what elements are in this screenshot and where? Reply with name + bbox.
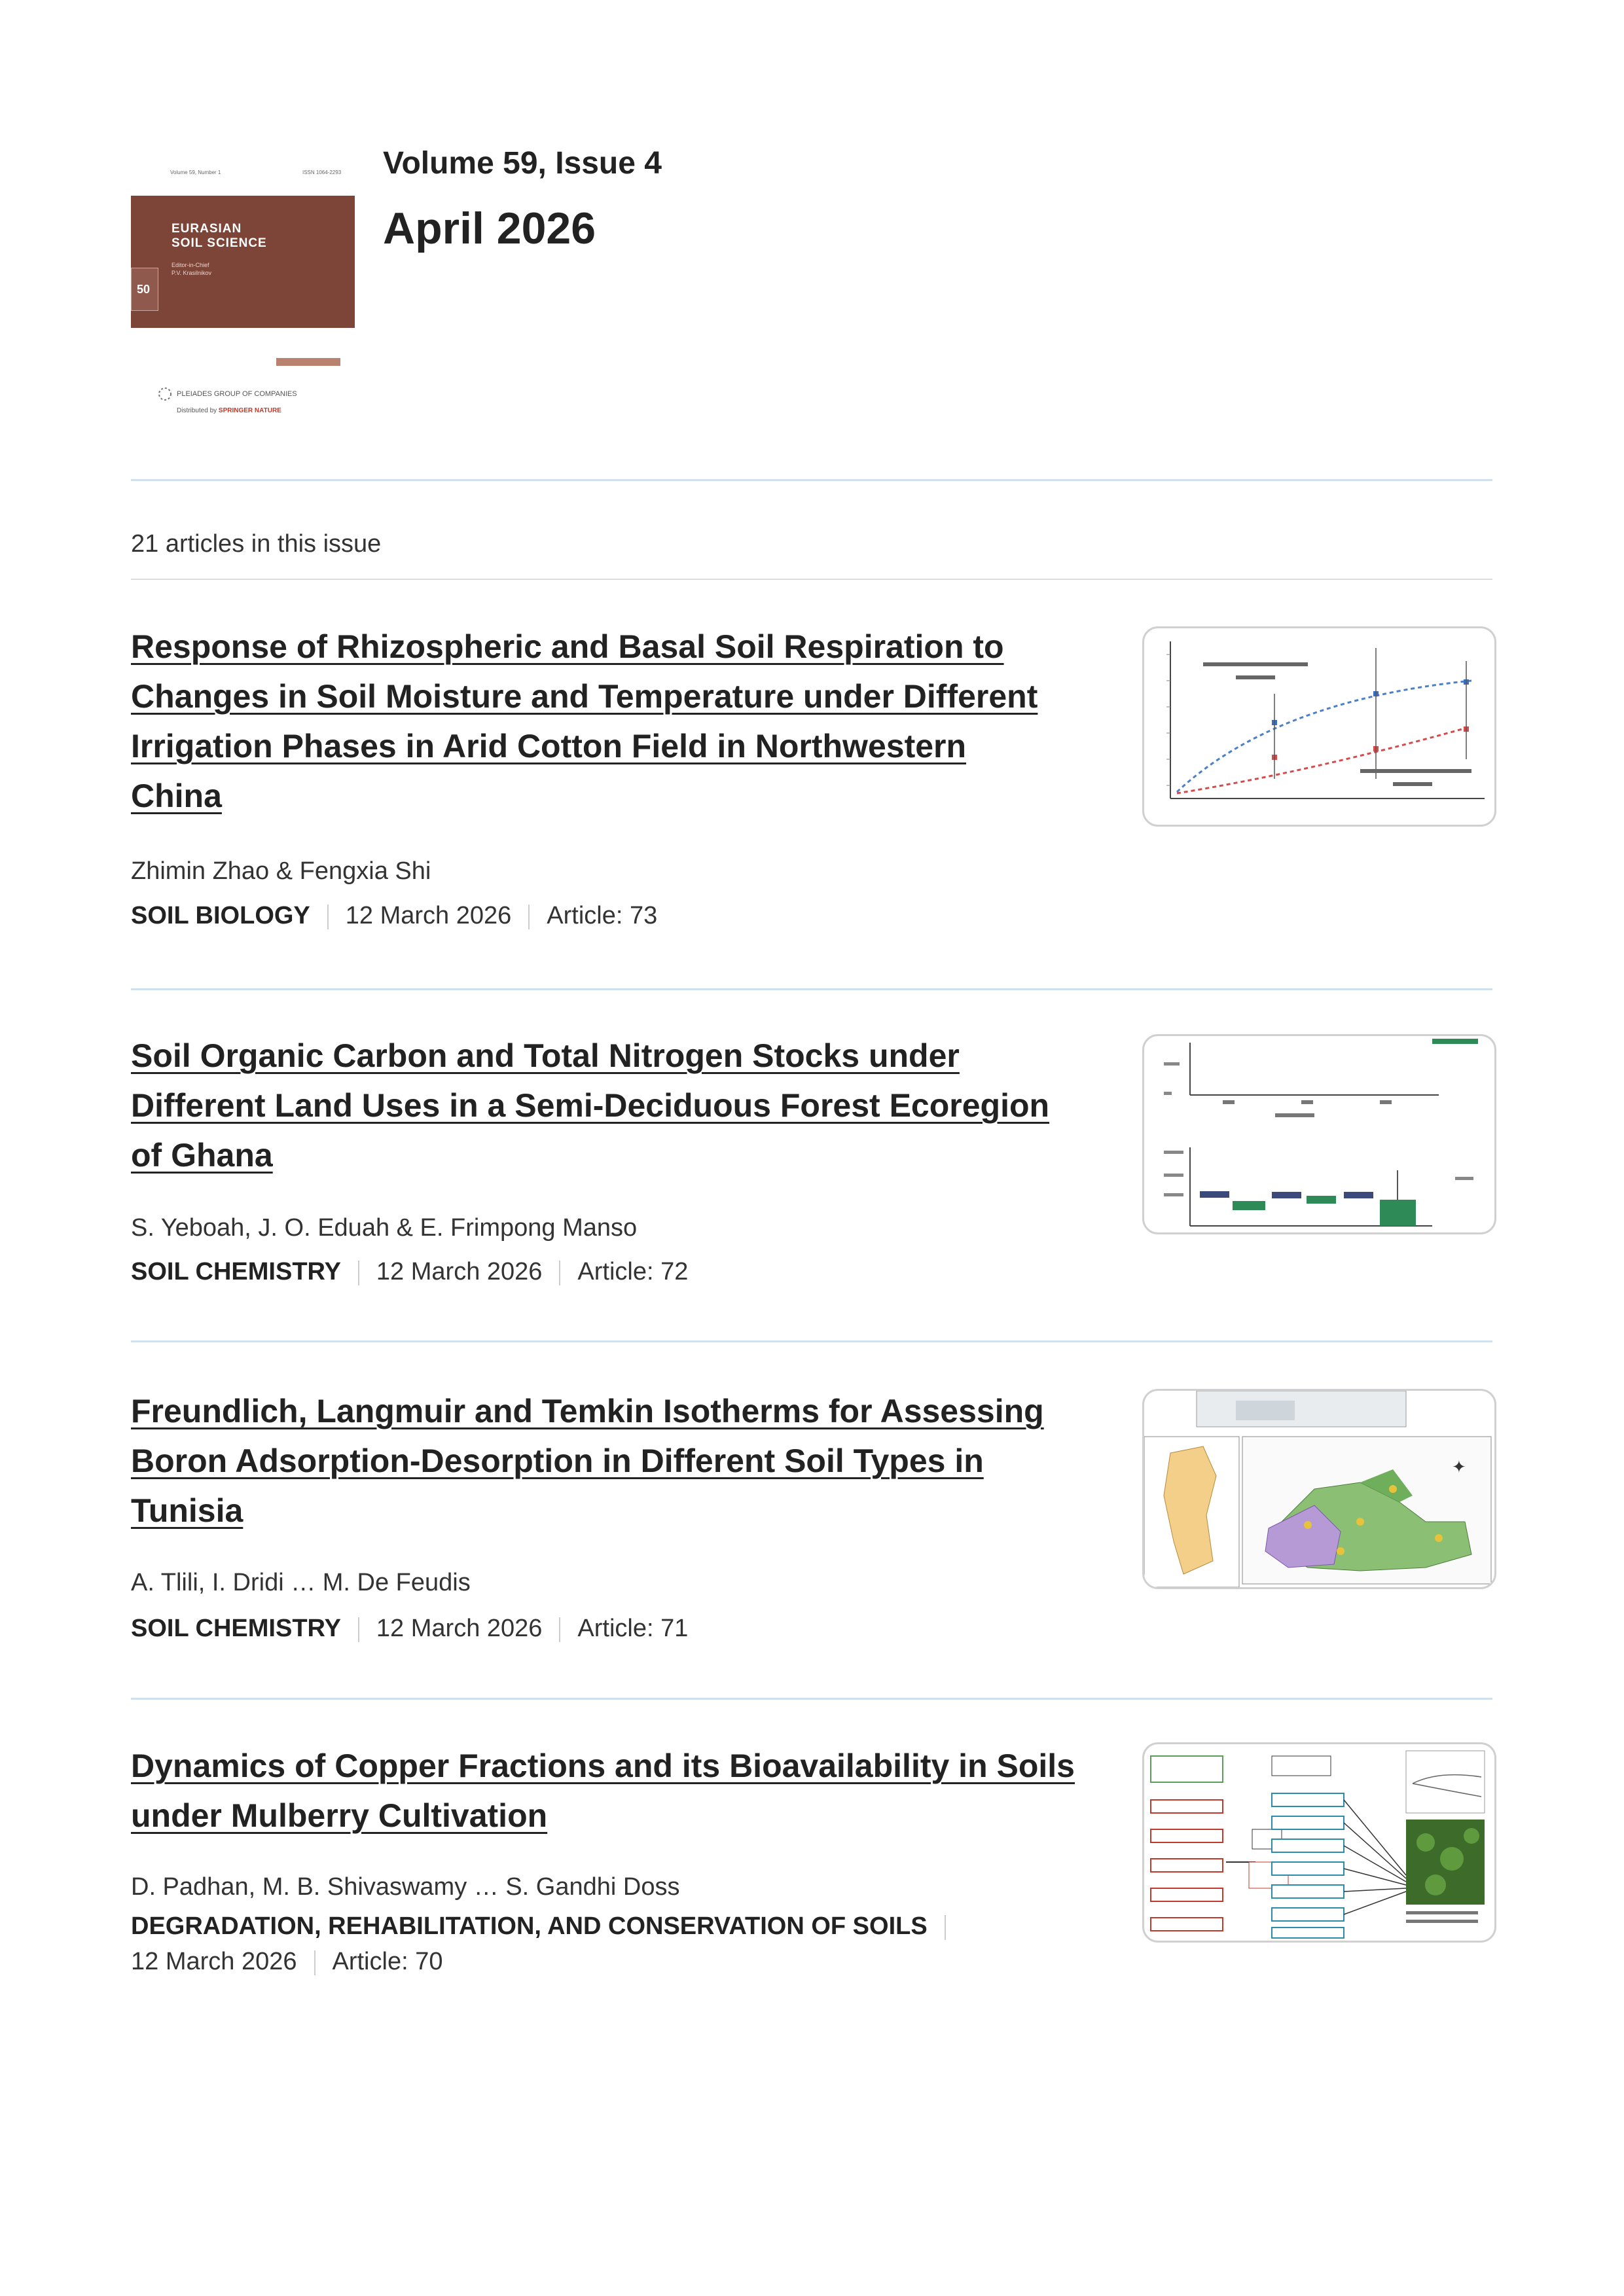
article-divider bbox=[131, 988, 1492, 990]
cover-side-badge bbox=[131, 268, 158, 311]
article-date: 12 March 2026 bbox=[131, 1948, 297, 1975]
title-line[interactable]: of Ghana bbox=[131, 1137, 273, 1174]
title-line[interactable]: China bbox=[131, 778, 222, 814]
distributor-brand: SPRINGER NATURE bbox=[218, 407, 281, 414]
cover-header bbox=[131, 154, 355, 196]
box-plot-thumbnail[interactable] bbox=[1142, 1034, 1496, 1234]
article-count: 21 articles in this issue bbox=[131, 530, 382, 558]
article-divider bbox=[131, 1698, 1492, 1700]
svg-text:✦: ✦ bbox=[1452, 1458, 1466, 1477]
publisher-name: PLEIADES GROUP OF COMPANIES bbox=[177, 390, 297, 398]
article-section[interactable]: SOIL CHEMISTRY bbox=[131, 1615, 341, 1642]
scatter-plot-thumbnail[interactable] bbox=[1142, 626, 1496, 827]
issue-date: April 2026 bbox=[383, 204, 596, 253]
title-line[interactable]: Different Land Uses in a Semi-Deciduous Forest Ecoregion bbox=[131, 1087, 1050, 1124]
article-meta-line2 bbox=[131, 1948, 442, 1976]
cover-title bbox=[171, 222, 267, 251]
publisher-distributor bbox=[177, 407, 281, 414]
cover-issn-text: ISSN 1064-2293 bbox=[302, 170, 342, 175]
header-divider bbox=[131, 479, 1492, 481]
box-plot-image bbox=[1144, 1036, 1494, 1232]
article-title-link[interactable] bbox=[131, 622, 1100, 821]
article-divider bbox=[131, 1340, 1492, 1342]
article-title-link[interactable] bbox=[131, 1386, 1100, 1535]
title-line[interactable]: Boron Adsorption-Desorption in Different Soil Types in bbox=[131, 1443, 984, 1479]
list-divider bbox=[131, 579, 1492, 580]
flow-diagram-image bbox=[1144, 1744, 1494, 1941]
cover-badge-number: 50 bbox=[137, 283, 151, 296]
meta-separator bbox=[528, 905, 530, 929]
publisher-star-icon bbox=[157, 386, 173, 402]
meta-separator bbox=[945, 1915, 946, 1940]
article-section[interactable]: SOIL CHEMISTRY bbox=[131, 1258, 341, 1285]
cover-editor-line1: Editor-in-Chief bbox=[171, 262, 209, 268]
article-date: 12 March 2026 bbox=[376, 1258, 543, 1285]
flow-diagram-thumbnail[interactable] bbox=[1142, 1742, 1496, 1943]
meta-separator bbox=[358, 1617, 359, 1642]
article-authors: D. Padhan, M. B. Shivaswamy … S. Gandhi Doss bbox=[131, 1873, 680, 1901]
article-authors: A. Tlili, I. Dridi … M. De Feudis bbox=[131, 1569, 471, 1596]
article-meta bbox=[131, 1615, 688, 1643]
title-line[interactable]: Changes in Soil Moisture and Temperature under Different bbox=[131, 678, 1038, 715]
title-line[interactable]: Response of Rhizospheric and Basal Soil Respiration to bbox=[131, 628, 1004, 665]
article-title-link[interactable] bbox=[131, 1031, 1100, 1180]
article-date: 12 March 2026 bbox=[345, 902, 512, 929]
article-meta bbox=[131, 902, 657, 930]
title-line[interactable]: Dynamics of Copper Fractions and its Bioavailability in Soils bbox=[131, 1748, 1075, 1784]
article-number: Article: 70 bbox=[332, 1948, 443, 1975]
article-number: Article: 72 bbox=[577, 1258, 689, 1285]
scatter-plot-image bbox=[1144, 628, 1494, 825]
article-section[interactable]: DEGRADATION, REHABILITATION, AND CONSERVATION OF SOILS bbox=[131, 1912, 928, 1940]
article-authors: S. Yeboah, J. O. Eduah & E. Frimpong Manso bbox=[131, 1214, 638, 1242]
title-line[interactable]: Freundlich, Langmuir and Temkin Isotherms for Assessing bbox=[131, 1393, 1044, 1429]
meta-separator bbox=[314, 1950, 316, 1975]
cover-body bbox=[131, 196, 355, 328]
article-meta bbox=[131, 1258, 688, 1286]
title-line[interactable]: Soil Organic Carbon and Total Nitrogen Stocks under bbox=[131, 1037, 960, 1074]
journal-cover[interactable] bbox=[131, 154, 355, 337]
title-line[interactable]: Tunisia bbox=[131, 1492, 244, 1529]
cover-editor bbox=[171, 261, 211, 277]
meta-separator bbox=[327, 905, 329, 929]
article-number: Article: 71 bbox=[577, 1615, 689, 1642]
distributor-prefix: Distributed by bbox=[177, 407, 217, 414]
map-thumbnail[interactable] bbox=[1142, 1389, 1496, 1589]
article-authors: Zhimin Zhao & Fengxia Shi bbox=[131, 857, 431, 885]
map-image bbox=[1144, 1391, 1494, 1587]
article-date: 12 March 2026 bbox=[376, 1615, 543, 1642]
cover-editor-line2: P.V. Krasilnikov bbox=[171, 270, 212, 276]
article-title-link[interactable] bbox=[131, 1741, 1100, 1840]
title-line[interactable]: Irrigation Phases in Arid Cotton Field in Northwestern bbox=[131, 728, 967, 764]
meta-separator bbox=[358, 1261, 359, 1285]
article-section[interactable]: SOIL BIOLOGY bbox=[131, 902, 310, 929]
cover-title-line1: EURASIAN bbox=[171, 222, 242, 236]
meta-separator bbox=[559, 1261, 560, 1285]
meta-separator bbox=[559, 1617, 560, 1642]
article-number: Article: 73 bbox=[547, 902, 658, 929]
cover-volume-text: Volume 59, Number 1 bbox=[170, 170, 221, 175]
publisher-logo bbox=[157, 386, 327, 425]
title-line[interactable]: under Mulberry Cultivation bbox=[131, 1797, 548, 1834]
cover-strip bbox=[276, 358, 340, 366]
article-meta bbox=[131, 1912, 963, 1941]
cover-title-line2: SOIL SCIENCE bbox=[171, 236, 267, 250]
issue-volume: Volume 59, Issue 4 bbox=[383, 146, 662, 181]
